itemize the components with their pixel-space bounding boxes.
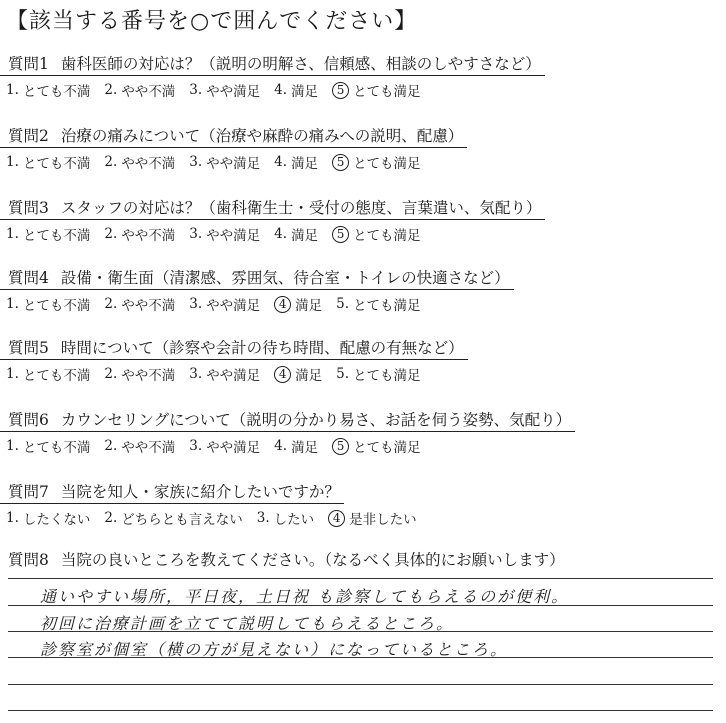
option-label: 満足 <box>291 440 319 456</box>
option-label: やや満足 <box>206 156 261 172</box>
option-label: とても満足 <box>353 228 421 244</box>
option-label: やや満足 <box>206 298 261 314</box>
option[interactable] <box>6 364 90 384</box>
option-selected[interactable] <box>274 364 322 384</box>
option[interactable] <box>6 294 90 314</box>
option-number: 2. <box>104 226 118 242</box>
question-title <box>0 548 569 571</box>
option-number: 5 <box>332 82 349 99</box>
question-text: 時間について（診察や会計の待ち時間、配慮の有無など） <box>60 339 464 357</box>
option-label: とても不満 <box>22 84 91 100</box>
option-label: 満足 <box>291 84 319 100</box>
option[interactable] <box>104 508 242 528</box>
option[interactable] <box>189 364 260 384</box>
question-number: 質問8 <box>8 551 49 569</box>
answer-options <box>6 152 726 172</box>
option-label: やや不満 <box>121 156 176 172</box>
question-1 <box>0 52 726 100</box>
answer-line <box>8 578 713 579</box>
option[interactable] <box>6 508 90 528</box>
question-8 <box>0 548 726 571</box>
question-text: スタッフの対応は？（歯科衛生士・受付の態度、言葉遣い、気配り） <box>60 199 542 217</box>
option-selected[interactable] <box>332 224 421 244</box>
option-label: やや満足 <box>206 228 261 244</box>
question-number: 質問2 <box>8 127 49 145</box>
question-4 <box>0 266 726 314</box>
handwritten-answer: 診察室が個室（横の方が見えない）になっているところ。 <box>40 640 509 659</box>
option[interactable] <box>336 364 420 384</box>
option[interactable] <box>104 294 175 314</box>
question-title <box>0 480 344 504</box>
option-number: 4. <box>274 154 288 170</box>
option-selected[interactable] <box>332 436 421 456</box>
answer-line <box>8 710 713 711</box>
option[interactable] <box>104 80 175 100</box>
option-number: 2. <box>104 154 118 170</box>
option[interactable] <box>104 436 175 456</box>
option[interactable] <box>274 224 318 244</box>
option-label: 是非したい <box>349 512 417 528</box>
option-number: 4. <box>274 82 288 98</box>
option-label: やや不満 <box>121 368 176 384</box>
option-number: 2. <box>104 366 118 382</box>
option-label: したい <box>273 512 315 528</box>
option-number: 3. <box>189 82 203 98</box>
question-number: 質問5 <box>8 339 49 357</box>
option-number: 2. <box>104 82 118 98</box>
option-label: とても不満 <box>22 228 91 244</box>
option-selected[interactable] <box>332 152 421 172</box>
answer-options <box>6 224 726 244</box>
option-number: 1. <box>6 366 19 382</box>
question-text: 設備・衛生面（清潔感、雰囲気、待合室・トイレの快適さなど） <box>60 269 510 287</box>
option[interactable] <box>257 508 314 528</box>
question-number: 質問7 <box>8 483 49 501</box>
option-number: 3. <box>189 296 203 312</box>
option-number: 1. <box>6 438 19 454</box>
answer-options <box>6 436 726 456</box>
question-5 <box>0 336 726 384</box>
option[interactable] <box>104 364 175 384</box>
answer-line <box>8 657 713 658</box>
question-3 <box>0 196 726 244</box>
option[interactable] <box>189 436 260 456</box>
option-number: 4. <box>274 438 288 454</box>
option-number: 2. <box>104 296 118 312</box>
option-label: やや満足 <box>206 368 261 384</box>
answer-line <box>8 631 713 632</box>
option-number: 3. <box>189 438 203 454</box>
option-label: やや不満 <box>121 84 176 100</box>
question-number: 質問3 <box>8 199 49 217</box>
option[interactable] <box>336 294 420 314</box>
option-label: やや満足 <box>206 440 261 456</box>
option-label: とても満足 <box>353 440 421 456</box>
question-text: カウンセリングについて（説明の分かり易さ、お話を伺う姿勢、気配り） <box>60 411 572 429</box>
option[interactable] <box>104 152 175 172</box>
option-number: 1. <box>6 82 19 98</box>
question-text: 歯科医師の対応は？（説明の明解さ、信頼感、相談のしやすさなど） <box>60 55 541 73</box>
question-title <box>0 336 468 360</box>
option-label: したくない <box>22 512 91 528</box>
option-label: とても満足 <box>353 84 421 100</box>
option-label: とても不満 <box>22 368 91 384</box>
option-number: 1. <box>6 296 19 312</box>
option-number: 3. <box>256 510 270 526</box>
option-label: とても不満 <box>22 156 91 172</box>
option-label: 満足 <box>291 228 319 244</box>
option[interactable] <box>189 80 260 100</box>
question-title <box>0 408 575 432</box>
question-title <box>0 52 545 76</box>
option[interactable] <box>189 294 260 314</box>
option-number: 3. <box>189 226 203 242</box>
option-label: とても満足 <box>353 156 421 172</box>
option-label: やや不満 <box>121 228 176 244</box>
answer-options <box>6 80 726 100</box>
option-label: 満足 <box>295 368 323 384</box>
option-number: 4 <box>274 296 291 313</box>
question-title <box>0 124 467 148</box>
question-text: 当院を知人・家族に紹介したいですか？ <box>60 483 340 501</box>
answer-options <box>6 364 726 384</box>
option[interactable] <box>189 152 260 172</box>
answer-line <box>8 684 713 685</box>
option-number: 4. <box>274 226 288 242</box>
question-text: 当院の良いところを教えてください。（なるべく具体的にお願いします） <box>60 551 565 569</box>
option[interactable] <box>189 224 260 244</box>
option[interactable] <box>6 436 90 456</box>
question-2 <box>0 124 726 172</box>
option-label: とても満足 <box>353 298 421 314</box>
option-number: 2. <box>104 510 118 526</box>
option[interactable] <box>6 152 90 172</box>
question-text: 治療の痛みについて（治療や麻酔の痛みへの説明、配慮） <box>60 127 464 145</box>
option-number: 1. <box>6 226 19 242</box>
option-number: 1. <box>6 510 19 526</box>
option-label: どちらとも言えない <box>121 512 243 528</box>
page-header: 【該当する番号を○で囲んでください】 <box>6 9 418 34</box>
option-label: とても不満 <box>22 298 91 314</box>
option-selected[interactable] <box>328 508 417 528</box>
question-6 <box>0 408 726 456</box>
answer-options <box>6 294 726 314</box>
option[interactable] <box>6 80 90 100</box>
option[interactable] <box>274 152 318 172</box>
option[interactable] <box>274 80 318 100</box>
handwritten-answer: 通いやすい場所，平日夜，土日祝 も診察してもらえるのが便利。 <box>40 587 570 606</box>
option-label: やや不満 <box>121 298 176 314</box>
option-label: とても不満 <box>22 440 91 456</box>
option-selected[interactable] <box>274 294 322 314</box>
option-label: 満足 <box>295 298 323 314</box>
option-number: 1. <box>6 154 19 170</box>
question-7 <box>0 480 726 528</box>
option-label: 満足 <box>291 156 319 172</box>
handwritten-answer: 初回に治療計画を立てて説明してもらえるところ。 <box>40 614 455 633</box>
option-label: とても満足 <box>353 368 421 384</box>
option-number: 3. <box>189 366 203 382</box>
option-number: 2. <box>104 438 118 454</box>
option-number: 4 <box>274 366 291 383</box>
answer-line <box>8 605 713 606</box>
question-number: 質問1 <box>8 55 49 73</box>
option-number: 5. <box>336 366 350 382</box>
question-number: 質問6 <box>8 411 49 429</box>
option-selected[interactable] <box>332 80 421 100</box>
option[interactable] <box>104 224 175 244</box>
option-number: 5 <box>332 154 349 171</box>
question-title <box>0 266 514 290</box>
option-number: 3. <box>189 154 203 170</box>
option[interactable] <box>6 224 90 244</box>
option[interactable] <box>274 436 318 456</box>
option-number: 5 <box>332 438 349 455</box>
option-number: 4 <box>328 510 345 527</box>
question-title <box>0 196 545 220</box>
option-number: 5 <box>332 226 349 243</box>
option-number: 5. <box>336 296 350 312</box>
answer-options <box>6 508 726 528</box>
question-number: 質問4 <box>8 269 49 287</box>
option-label: やや満足 <box>206 84 261 100</box>
option-label: やや不満 <box>121 440 176 456</box>
